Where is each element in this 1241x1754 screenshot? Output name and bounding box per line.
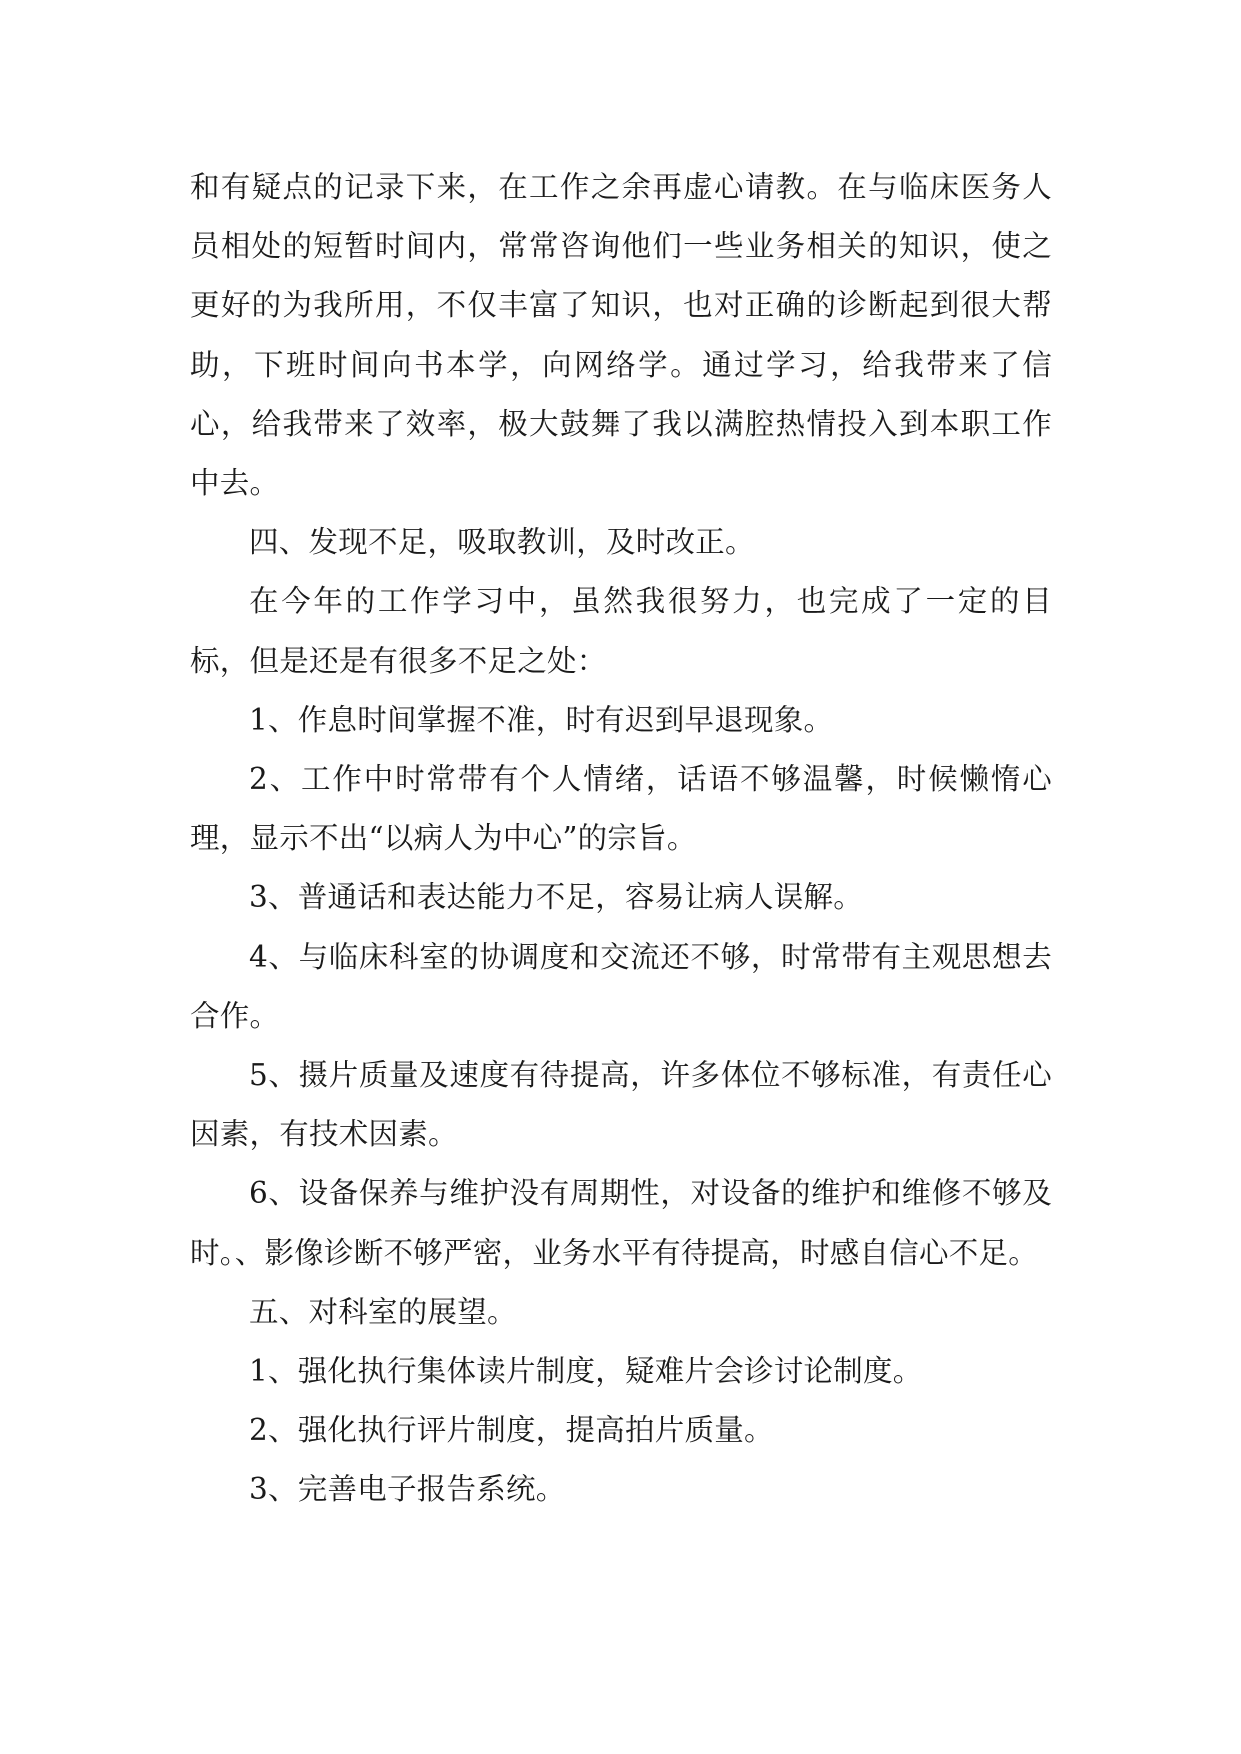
list-item-outlook-1: 1、强化执行集体读片制度，疑难片会诊讨论制度。 xyxy=(249,1354,923,1389)
list-item-shortcoming-5: 5、摄片质量及速度有待提高，许多体位不够标准，有责任心因素，有技术因素。 xyxy=(190,1058,1052,1152)
list-item-shortcoming-6: 6、设备保养与维护没有周期性，对设备的维护和维修不够及时。、影像诊断不够严密，业务水平有待提高，时感自信心不足。 xyxy=(190,1176,1052,1270)
list-item-shortcoming-3: 3、普通话和表达能力不足，容易让病人误解。 xyxy=(249,880,864,915)
list-item-shortcoming-2: 2、工作中时常带有个人情绪，话语不够温馨，时候懒惰心理，显示不出“以病人为中心”的宗旨。 xyxy=(190,762,1052,856)
list-item-outlook-2: 2、强化执行评片制度，提高拍片质量。 xyxy=(249,1413,774,1448)
list-item-shortcoming-1: 1、作息时间掌握不准，时有迟到早退现象。 xyxy=(249,702,834,737)
paragraph-continuation: 和有疑点的记录下来，在工作之余再虚心请教。在与临床医务人员相处的短暂时间内，常常咨询他们一些业务相关的知识，使之更好的为我所用，不仅丰富了知识，也对正确的诊断起到很大帮助，下班时间向书本学，向网络学。通过学习，给我带来了信心，给我带来了效率，极大鼓舞了我以满腔热情投入到本职工作中去。 xyxy=(190,170,1052,501)
list-item-outlook-3: 3、完善电子报告系统。 xyxy=(249,1472,566,1507)
document-body xyxy=(190,158,1052,1520)
paragraph-shortcomings-intro: 在今年的工作学习中，虽然我很努力，也完成了一定的目标，但是还是有很多不足之处： xyxy=(190,584,1052,678)
section-heading-shortcomings: 四、发现不足，吸取教训，及时改正。 xyxy=(249,525,755,560)
section-heading-outlook: 五、对科室的展望。 xyxy=(249,1294,517,1329)
list-item-shortcoming-4: 4、与临床科室的协调度和交流还不够，时常带有主观思想去合作。 xyxy=(190,939,1052,1033)
